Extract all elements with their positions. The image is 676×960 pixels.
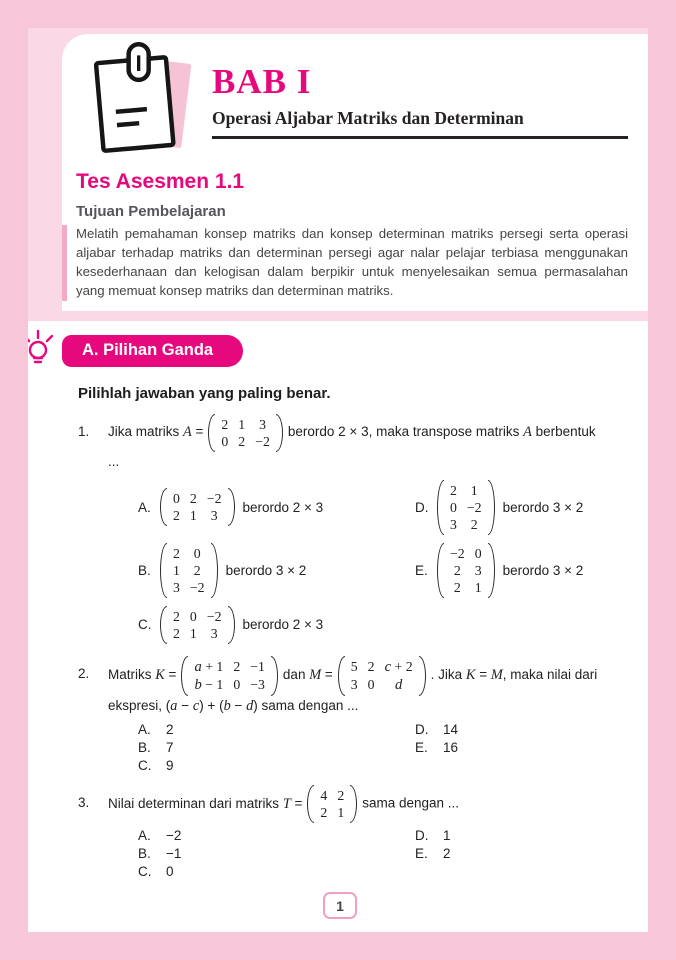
matrix-m <box>338 656 426 696</box>
document-page <box>28 28 648 932</box>
option-text: 2 <box>443 846 451 862</box>
lightbulb-icon <box>28 327 56 374</box>
matrix-cell: 5 <box>350 658 358 674</box>
matrix-cell: 3 <box>474 562 482 578</box>
matrix-cell: 1 <box>173 562 180 578</box>
matrix-cell: 1 <box>474 579 482 595</box>
matrix-cell: 1 <box>337 805 345 821</box>
matrix-grid <box>188 656 270 696</box>
matrix-cell: 3 <box>173 579 180 595</box>
option-text: 14 <box>443 722 459 738</box>
options-list <box>138 828 602 879</box>
matrix-cell: a + 1 <box>194 658 224 675</box>
question-body <box>108 656 602 773</box>
matrix-cell: 3 <box>210 625 218 641</box>
matrix-cell: −2 <box>206 608 222 624</box>
matrix-cell: 2 <box>173 508 180 524</box>
option-a <box>138 722 415 737</box>
question-3 <box>78 785 602 879</box>
matrix-cell: 1 <box>189 508 197 524</box>
option-label: E. <box>415 562 428 578</box>
matrix-cell: 2 <box>450 482 457 498</box>
option-text: berordo 2 × 3 <box>242 499 324 515</box>
question-text <box>108 656 602 717</box>
section-a-header <box>62 335 602 369</box>
matrix-cell: 1 <box>189 625 197 641</box>
matrix-cell: 1 <box>238 416 246 432</box>
matrix-cell: 0 <box>189 608 197 624</box>
question-body <box>108 785 602 879</box>
note-clip-icon <box>86 42 198 160</box>
option-text: berordo 3 × 2 <box>502 562 584 578</box>
option-label: B. <box>138 562 151 578</box>
matrix-cell: −2 <box>206 491 222 507</box>
option-label: E. <box>415 846 428 862</box>
option-matrix <box>160 488 235 526</box>
objective-text: Melatih pemahaman konsep matriks dan konsep determinan matriks persegi serta operasi aljabar terhadap matriks dan determinan persegi agar nalar pelajar terbiasa menggunakan kesederhanaan dan kelogisan dalam berpikir untuk menyelesaikan semua permasalahan yang memuat konsep matriks dan determinan matriks. <box>76 226 628 298</box>
option-text: 16 <box>443 740 459 756</box>
option-text: 0 <box>166 864 174 880</box>
question-text <box>108 414 602 472</box>
matrix-cell: 3 <box>259 416 266 432</box>
option-c <box>138 606 415 644</box>
header-top <box>62 34 628 160</box>
matrix-grid <box>345 656 419 696</box>
matrix-cell: −2 <box>450 545 465 561</box>
objective-box <box>62 225 628 301</box>
matrix-cell: 1 <box>470 482 478 498</box>
header-card <box>62 34 648 311</box>
question-text-pre: Nilai determinan dari matriks T = <box>108 795 303 812</box>
option-label: A. <box>138 499 151 515</box>
left-paren-icon <box>160 606 167 644</box>
matrix-cell: 0 <box>367 676 375 692</box>
question-body <box>108 414 602 644</box>
matrix-cell: 2 <box>453 579 461 595</box>
matrix-cell: 2 <box>189 491 197 507</box>
option-label: B. <box>138 846 151 862</box>
matrix-cell: c + 2 <box>384 658 413 675</box>
option-text: 1 <box>443 828 451 844</box>
option-label: E. <box>415 740 428 756</box>
option-text: berordo 3 × 2 <box>225 562 307 578</box>
question-text-post: sama dengan ... <box>362 795 460 811</box>
left-paren-icon <box>208 414 215 452</box>
option-text: 2 <box>166 722 174 738</box>
option-matrix <box>437 543 495 598</box>
right-paren-icon <box>228 488 235 526</box>
option-a <box>138 828 415 843</box>
option-b <box>138 740 415 755</box>
option-label: C. <box>138 864 152 880</box>
matrix-cell: 3 <box>350 676 358 692</box>
matrix-cell: −2 <box>255 433 270 449</box>
matrix-grid <box>167 488 228 526</box>
option-d <box>415 722 458 737</box>
question-number: 1. <box>78 423 90 439</box>
matrix-cell: 2 <box>367 658 375 674</box>
option-label: A. <box>138 722 151 738</box>
matrix-cell: 2 <box>173 625 180 641</box>
option-label: D. <box>415 499 429 515</box>
option-label: C. <box>138 758 152 774</box>
option-label: D. <box>415 828 429 844</box>
options-list <box>138 722 602 773</box>
matrix-cell: b − 1 <box>194 676 224 693</box>
right-paren-icon <box>488 543 495 598</box>
matrix-cell: 0 <box>221 433 229 449</box>
right-paren-icon <box>488 480 495 535</box>
option-label: D. <box>415 722 429 738</box>
section-badge: A. Pilihan Ganda <box>62 335 243 367</box>
option-a <box>138 480 415 535</box>
option-d <box>415 828 451 843</box>
option-matrix <box>437 480 495 535</box>
option-b <box>138 543 415 598</box>
matrix-cell: −1 <box>250 658 265 674</box>
assessment-title: Tes Asesmen 1.1 <box>76 170 245 193</box>
matrix-grid <box>167 606 228 644</box>
matrix-cell: 2 <box>238 433 246 449</box>
question-text-post: berordo 2 × 3, maka transpose matriks A berbentuk ... <box>108 424 596 469</box>
option-e <box>415 740 458 755</box>
matrix-cell: 2 <box>233 658 241 674</box>
chapter-title: BAB I <box>212 62 312 101</box>
left-paren-icon <box>160 543 167 598</box>
right-paren-icon <box>419 656 426 696</box>
left-paren-icon <box>160 488 167 526</box>
header-band <box>28 28 648 321</box>
header-titles <box>212 42 628 160</box>
option-text: −2 <box>166 828 182 844</box>
page-footer <box>78 892 602 919</box>
option-label: A. <box>138 828 151 844</box>
instruction-text: Pilihlah jawaban yang paling benar. <box>78 384 331 402</box>
right-paren-icon <box>228 606 235 644</box>
objective-heading: Tujuan Pembelajaran <box>76 203 226 220</box>
options-list <box>138 480 602 644</box>
question-number: 2. <box>78 665 90 681</box>
matrix-t <box>307 785 357 823</box>
right-paren-icon <box>271 656 278 696</box>
matrix-cell: 4 <box>320 788 328 804</box>
main-content <box>28 335 648 920</box>
matrix-cell: 0 <box>233 676 241 692</box>
matrix-k <box>181 656 277 696</box>
matrix-cell: 0 <box>193 545 201 561</box>
chapter-subtitle: Operasi Aljabar Matriks dan Determinan <box>212 102 628 139</box>
matrix-cell: −2 <box>466 499 482 515</box>
matrix-grid <box>444 543 488 598</box>
option-text: −1 <box>166 846 182 862</box>
right-paren-icon <box>350 785 357 823</box>
option-c <box>138 864 415 879</box>
matrix-cell: 0 <box>173 491 180 507</box>
option-text: berordo 2 × 3 <box>242 617 324 633</box>
question-text-mid: dan M = <box>282 667 333 684</box>
option-matrix <box>160 543 218 598</box>
question-text-pre: Matriks K = <box>108 667 177 684</box>
option-text: berordo 3 × 2 <box>502 499 584 515</box>
left-paren-icon <box>181 656 188 696</box>
option-label: C. <box>138 617 152 633</box>
option-e <box>415 543 583 598</box>
right-paren-icon <box>276 414 283 452</box>
left-paren-icon <box>437 480 444 535</box>
matrix-grid <box>314 785 350 823</box>
matrix-cell: 2 <box>453 562 461 578</box>
option-matrix <box>160 606 235 644</box>
matrix-cell: d <box>394 676 403 693</box>
question-number: 3. <box>78 795 90 811</box>
matrix-cell: 2 <box>320 805 328 821</box>
question-2 <box>78 656 602 773</box>
matrix-cell: 2 <box>173 545 180 561</box>
option-text: 7 <box>166 740 174 756</box>
matrix-cell: 0 <box>474 545 482 561</box>
matrix-cell: 3 <box>210 508 218 524</box>
question-text <box>108 785 602 823</box>
matrix-grid <box>215 414 276 452</box>
question-text-post: . Jika K = M, maka nilai dari ekspresi, (a − c) + (b − d) sama dengan ... <box>108 667 598 714</box>
left-paren-icon <box>307 785 314 823</box>
right-paren-icon <box>211 543 218 598</box>
left-paren-icon <box>437 543 444 598</box>
matrix-cell: 3 <box>450 516 457 532</box>
question-1 <box>78 414 602 644</box>
matrix-grid <box>444 480 488 535</box>
option-b <box>138 846 415 861</box>
option-label: B. <box>138 740 151 756</box>
matrix-cell: 2 <box>221 416 229 432</box>
page-number: 1 <box>323 892 357 919</box>
left-paren-icon <box>338 656 345 696</box>
question-text-pre: Jika matriks A = <box>108 424 204 441</box>
option-text: 9 <box>166 758 174 774</box>
matrix-cell: −3 <box>250 676 265 692</box>
matrix-cell: 2 <box>173 608 180 624</box>
matrix-cell: −2 <box>189 579 205 595</box>
option-d <box>415 480 583 535</box>
matrix <box>208 414 283 452</box>
option-c <box>138 758 415 773</box>
matrix-cell: 2 <box>470 516 478 532</box>
matrix-cell: 0 <box>450 499 457 515</box>
option-e <box>415 846 451 861</box>
matrix-cell: 2 <box>337 788 345 804</box>
matrix-grid <box>167 543 211 598</box>
matrix-cell: 2 <box>193 562 201 578</box>
